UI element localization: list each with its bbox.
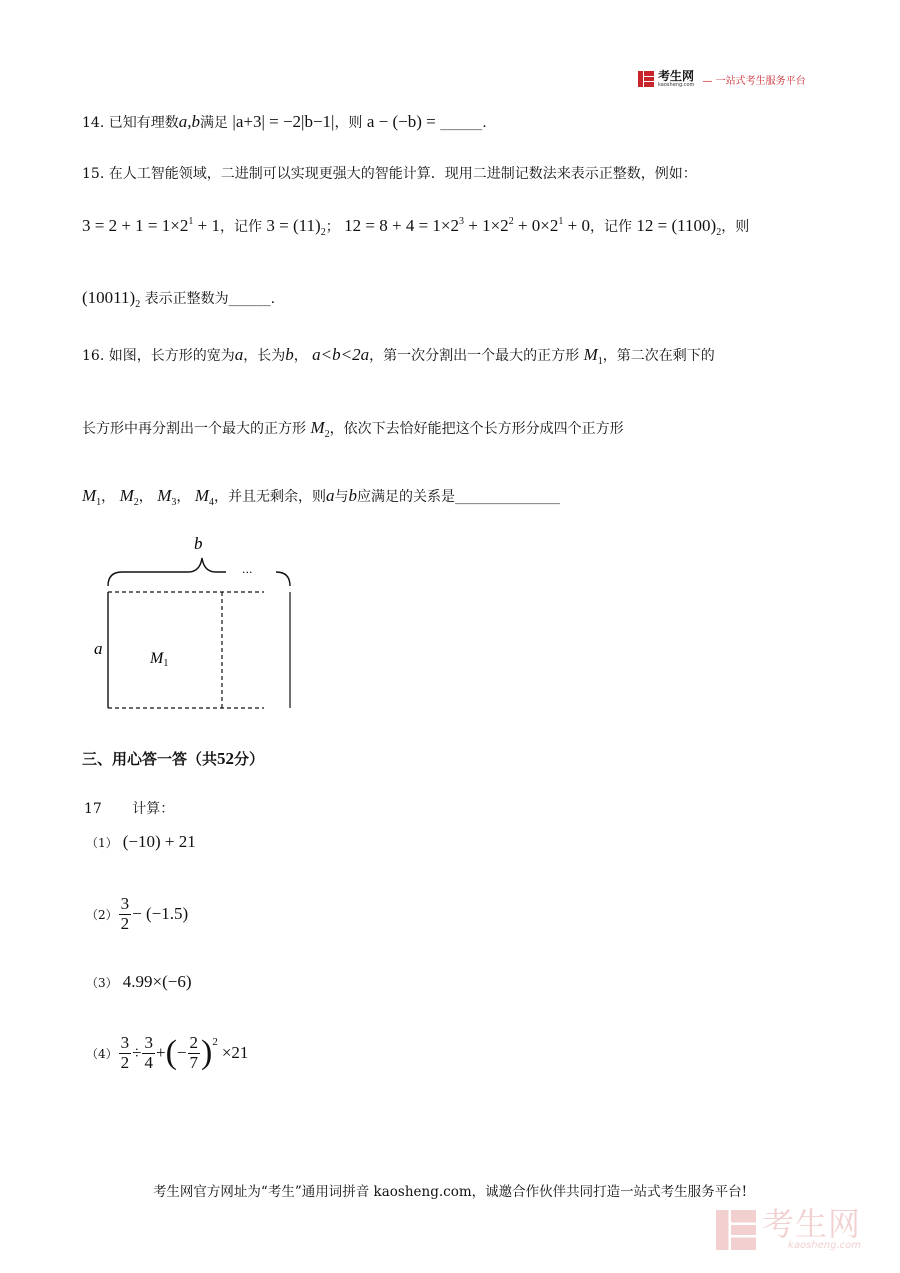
q15-blank: ______. bbox=[228, 291, 276, 307]
watermark bbox=[716, 1205, 862, 1251]
q16-inequality: a<b<2a bbox=[312, 345, 370, 364]
q16-sq3: $M_3$ bbox=[157, 486, 177, 508]
q16-t2: ，长为 bbox=[243, 348, 286, 364]
q17-item4-rparen: ) bbox=[201, 1034, 213, 1072]
q17-item3-expr: 4.99×(−6) bbox=[122, 972, 192, 991]
q16-var-a: a bbox=[234, 345, 244, 364]
q17-item4-exp: 2 bbox=[212, 1036, 218, 1048]
q16-figure bbox=[92, 530, 302, 715]
q15-eq2: $12 = 8 + 4 = 1\times 2^3 + 1\times 2^2 + 0\times 2^1 + 0$ bbox=[344, 216, 590, 235]
question-14 bbox=[82, 112, 487, 132]
footer-text: 考生网官方网址为“考生”通用词拼音 kaosheng.com，诚邀合作伙伴共同打造一站式考生服务平台! bbox=[152, 1184, 748, 1200]
q15-sep: ； bbox=[325, 219, 340, 235]
q17-item4-frac1: $\frac{3}{2}$ bbox=[120, 1033, 130, 1072]
q17-item2-label: （2） bbox=[86, 907, 118, 922]
q17-item3-label: （3） bbox=[86, 976, 118, 990]
q17-item4-label: （4） bbox=[86, 1046, 118, 1061]
logo-text-block bbox=[658, 70, 694, 88]
q16-m1: $M_1$ bbox=[583, 345, 603, 367]
watermark-logo-icon bbox=[716, 1210, 756, 1250]
q16-line3-a: a bbox=[326, 486, 335, 505]
logo-domain: kaosheng.com bbox=[658, 82, 695, 88]
section3-title: 三、用心答一答（共52分） bbox=[82, 749, 265, 768]
q16-sq4: $M_4$ bbox=[194, 486, 215, 508]
q16-number: 16. bbox=[82, 348, 105, 364]
q16-blank: _______________ bbox=[455, 489, 561, 505]
logo-icon bbox=[638, 71, 654, 87]
figure-brace-left bbox=[108, 558, 226, 586]
q14-condition: |a+3| = −2|b−1| bbox=[232, 112, 335, 131]
logo-text: 考生网 bbox=[658, 69, 695, 83]
q16-line2 bbox=[82, 418, 624, 440]
q15-line1 bbox=[82, 163, 697, 183]
q14-vars: a,b bbox=[178, 112, 200, 131]
q15-number: 15. bbox=[82, 166, 105, 182]
q15-line3-text: 表示正整数为 bbox=[144, 291, 229, 307]
q16-line2b: ，依次下去恰好能把这个长方形分成四个正方形 bbox=[329, 421, 624, 437]
watermark-cn: 考生网 bbox=[762, 1205, 862, 1243]
q16-m2: $M_2$ bbox=[310, 418, 330, 440]
q17-item2-rest: − (−1.5) bbox=[132, 904, 189, 924]
q15-then: ，则 bbox=[721, 219, 750, 235]
figure-label-b: b bbox=[194, 534, 203, 553]
q14-expr: a − (−b) = bbox=[366, 112, 436, 131]
figure-label-m1: M1 bbox=[150, 650, 169, 669]
q17-number: 17 bbox=[84, 801, 102, 817]
q16-sq2: $M_2$ bbox=[119, 486, 139, 508]
q16-line3c: 应满足的关系是 bbox=[357, 489, 456, 505]
q17-item-1 bbox=[86, 832, 196, 852]
q14-blank: ______. bbox=[440, 115, 487, 131]
q15-line3 bbox=[82, 288, 275, 310]
figure-brace-right bbox=[276, 572, 290, 586]
q17-item4-op1: ÷ bbox=[132, 1043, 142, 1063]
q17-item-2 bbox=[86, 895, 188, 933]
q17-item4-neg: − bbox=[176, 1043, 187, 1063]
q15-note1: ，记作 bbox=[219, 219, 262, 235]
q16-t1: 如图，长方形的宽为 bbox=[108, 348, 235, 364]
q17-item4-frac2: $\frac{3}{4}$ bbox=[144, 1033, 153, 1072]
brand-slogan: — 一站式考生服务平台 bbox=[702, 75, 806, 87]
q15-line2 bbox=[82, 216, 749, 238]
q17-header bbox=[84, 798, 174, 818]
q16-t5: ，第二次在剩下的 bbox=[602, 348, 715, 364]
q17-item-4 bbox=[86, 1034, 248, 1072]
q15-binary: $(10011)_2$ bbox=[82, 288, 141, 310]
q16-line3b: 与 bbox=[334, 489, 349, 505]
q15-intro: 在人工智能领域，二进制可以实现更强大的智能计算．现用二进制记数法来表示正整数，例如： bbox=[108, 166, 697, 182]
q14-text-c: ，则 bbox=[334, 115, 363, 131]
q17-item4-tail: ×21 bbox=[221, 1043, 249, 1063]
q15-rep1: $3 = (11)_2$ bbox=[266, 216, 326, 238]
q14-text-b: 满足 bbox=[199, 115, 228, 131]
q16-line3-b: b bbox=[348, 486, 358, 505]
brand-logo bbox=[638, 68, 806, 90]
watermark-text bbox=[762, 1205, 862, 1251]
q16-sq1: $M_1$ bbox=[82, 486, 102, 508]
q15-eq1: $3 = 2 + 1 = 1\times 2^1 + 1$ bbox=[82, 216, 220, 235]
q17-item4-lparen: ( bbox=[165, 1034, 177, 1072]
q17-title: 计算： bbox=[132, 801, 175, 817]
figure-ellipsis: ··· bbox=[242, 566, 253, 579]
q16-t4: ，第一次分割出一个最大的正方形 bbox=[369, 348, 580, 364]
q16-line1 bbox=[82, 345, 715, 367]
q14-text-a: 已知有理数 bbox=[108, 115, 179, 131]
q16-t3: ， bbox=[293, 348, 308, 364]
watermark-en: kaosheng.com bbox=[788, 1240, 862, 1251]
q14-number: 14. bbox=[82, 115, 105, 131]
q17-item1-label: （1） bbox=[86, 836, 118, 850]
q15-note2: ，记作 bbox=[589, 219, 632, 235]
q17-item4-op2: + bbox=[155, 1043, 166, 1063]
figure-label-a: a bbox=[94, 639, 103, 658]
q16-line3a: ，并且无剩余，则 bbox=[214, 489, 327, 505]
q17-item-3 bbox=[86, 972, 191, 992]
q16-line2a: 长方形中再分割出一个最大的正方形 bbox=[82, 421, 306, 437]
q15-rep2: $12 = (1100)_2$ bbox=[636, 216, 722, 238]
q17-item2-frac: $\frac{3}{2}$ bbox=[120, 894, 130, 933]
q17-item4-frac3: $\frac{2}{7}$ bbox=[189, 1033, 198, 1072]
q17-item1-expr: (−10) + 21 bbox=[122, 832, 196, 851]
q16-line3: $M_1$， $M_2$， $M_3$， $M_4$，并且无剩余，则a与b应满足的关系是_______________ bbox=[82, 486, 561, 508]
q16-var-b: b bbox=[285, 345, 294, 364]
